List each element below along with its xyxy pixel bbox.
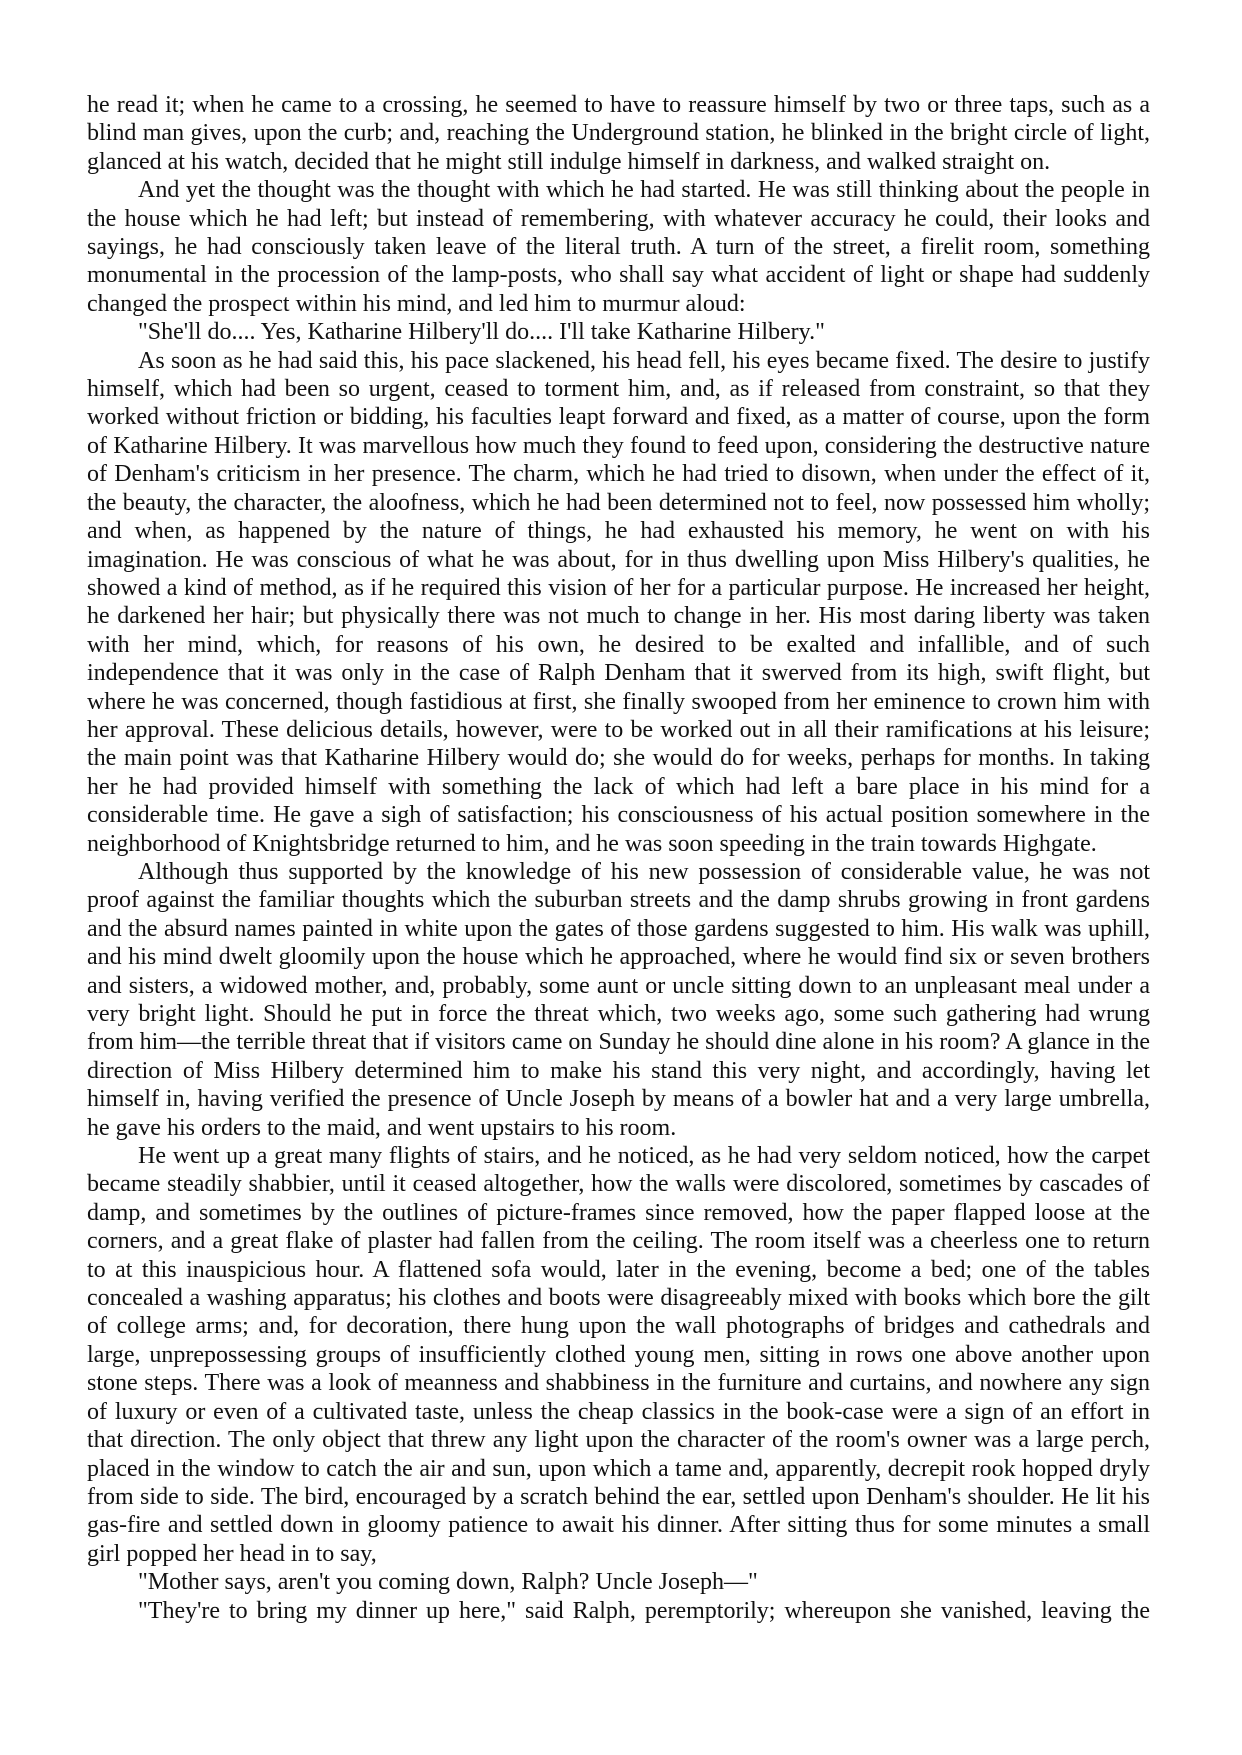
- paragraph: "She'll do.... Yes, Katharine Hilbery'll do.... I'll take Katharine Hilbery.": [138, 319, 825, 346]
- paragraph: He went up a great many flights of stairs, and he noticed, as he had very seldom noticed, how the carpet became steadily shabbier, until it ceased altogether, how the walls were discolored, sometimes by cascades of damp, and sometimes by the outlines of picture-frames since removed, how the paper flapped loose at the corners, and a great flake of plaster had fallen from the ceiling. The room itself was a cheerless one to return to at this inauspicious hour. A flattened sofa would, later in the evening, become a bed; one of the tables concealed a washing apparatus; his clothes and boots were disagreeably mixed with books which bore the gilt of college arms; and, for decoration, there hung upon the wall photographs of bridges and cathedrals and large, unprepossessing groups of insufficiently clothed young men, sitting in rows one above another upon stone steps. There was a look of meanness and shabbiness in the furniture and curtains, and nowhere any sign of luxury or even of a cultivated taste, unless the cheap classics in the book-case were a sign of an effort in that direction. The only object that threw any light upon the character of the room's owner was a large perch, placed in the window to catch the air and sun, upon which a tame and, apparently, decrepit rook hopped dryly from side to side. The bird, encouraged by a scratch behind the ear, settled upon Denham's shoulder. He lit his gas-fire and settled down in gloomy patience to await his dinner. After sitting thus for some minutes a small girl popped her head in to say,: [87, 1143, 1150, 1567]
- paragraph: As soon as he had said this, his pace slackened, his head fell, his eyes became fixed. The desire to justify himself, which had been so urgent, ceased to torment him, and, as if released from constraint, so that they worked without friction or bidding, his faculties leapt forward and fixed, as a matter of course, upon the form of Katharine Hilbery. It was marvellous how much they found to feed upon, considering the destructive nature of Denham's criticism in her presence. The charm, which he had tried to disown, when under the effect of it, the beauty, the character, the aloofness, which he had been determined not to feel, now possessed him wholly; and when, as happened by the nature of things, he had exhausted his memory, he went on with his imagination. He was conscious of what he was about, for in thus dwelling upon Miss Hilbery's qualities, he showed a kind of method, as if he required this vision of her for a particular purpose. He increased her height, he darkened her hair; but physically there was not much to change in her. His most daring liberty was taken with her mind, which, for reasons of his own, he desired to be exalted and infallible, and of such independence that it was only in the case of Ralph Denham that it swerved from its high, swift flight, but where he was concerned, though fastidious at first, she finally swooped from her eminence to crown him with her approval. These delicious details, however, were to be worked out in all their ramifications at his leisure; the main point was that Katharine Hilbery would do; she would do for weeks, perhaps for months. In taking her he had provided himself with something the lack of which had left a bare place in his mind for a considerable time. He gave a sigh of satisfaction; his consciousness of his actual position somewhere in the neighborhood of Knightsbridge returned to him, and he was soon speeding in the train towards Highgate.: [87, 347, 1150, 857]
- paragraph: "They're to bring my dinner up here," said Ralph, peremptorily; whereupon she vanished, leaving the: [138, 1597, 1150, 1624]
- paragraph: Although thus supported by the knowledge of his new possession of considerable value, he was not proof against the familiar thoughts which the suburban streets and the damp shrubs growing in front gardens and the absurd names painted in white upon the gates of those gardens suggested to him. His walk was uphill, and his mind dwelt gloomily upon the house which he approached, where he would find six or seven brothers and sisters, a widowed mother, and, probably, some aunt or uncle sitting down to an unpleasant meal under a very bright light. Should he put in force the threat which, two weeks ago, some such gathering had wrung from him—the terrible threat that if visitors came on Sunday he should dine alone in his room? A glance in the direction of Miss Hilbery determined him to make his stand this very night, and accordingly, having let himself in, having verified the presence of Uncle Joseph by means of a bowler hat and a very large umbrella, he gave his orders to the maid, and went upstairs to his room.: [87, 858, 1150, 1141]
- paragraph: And yet the thought was the thought with which he had started. He was still thinking about the people in the house which he had left; but instead of remembering, with whatever accuracy he could, their looks and sayings, he had consciously taken leave of the literal truth. A turn of the street, a firelit room, something monumental in the procession of the lamp-posts, who shall say what accident of light or shape had suddenly changed the prospect within his mind, and led him to murmur aloud:: [87, 177, 1150, 317]
- paragraph: he read it; when he came to a crossing, he seemed to have to reassure himself by two or three taps, such as a blind man gives, upon the curb; and, reaching the Underground station, he blinked in the bright circle of light, glanced at his watch, decided that he might still indulge himself in darkness, and walked straight on.: [87, 92, 1150, 175]
- paragraph: "Mother says, aren't you coming down, Ralph? Uncle Joseph—": [138, 1569, 758, 1596]
- document-page: [87, 91, 1150, 1625]
